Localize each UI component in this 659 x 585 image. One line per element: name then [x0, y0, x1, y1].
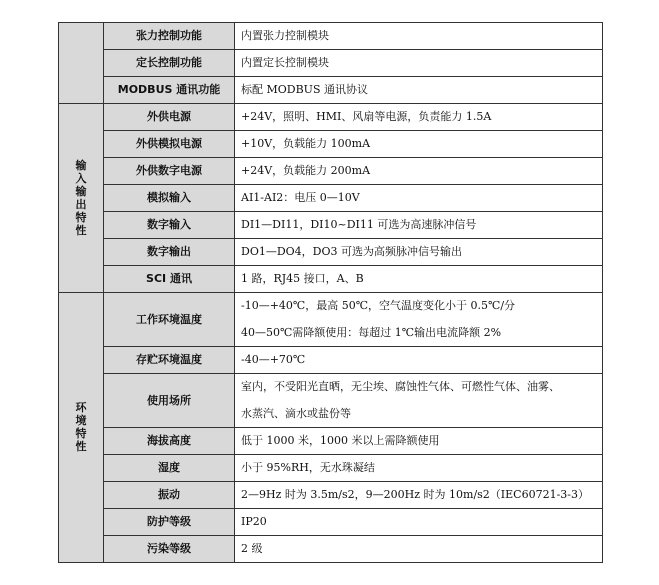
row-label: 湿度	[104, 455, 235, 482]
row-value: 小于 95%RH，无水珠凝结	[235, 455, 603, 482]
row-label: 张力控制功能	[104, 23, 235, 50]
table-row	[59, 23, 603, 50]
specification-table	[58, 22, 603, 563]
row-label: 模拟输入	[104, 185, 235, 212]
row-value: 低于 1000 米，1000 米以上需降额使用	[235, 428, 603, 455]
group-cell-environment	[59, 293, 104, 563]
row-value: +24V，照明、HMI、风扇等电源，负责能力 1.5A	[235, 104, 603, 131]
table-row	[59, 77, 603, 104]
row-value: DO1—DO4，DO3 可选为高频脉冲信号输出	[235, 239, 603, 266]
row-value: +10V，负载能力 100mA	[235, 131, 603, 158]
table-row	[59, 239, 603, 266]
table-row	[59, 536, 603, 563]
row-label: MODBUS 通讯功能	[104, 77, 235, 104]
row-label: 工作环境温度	[104, 293, 235, 347]
row-label: 振动	[104, 482, 235, 509]
table-row	[59, 347, 603, 374]
row-value: 2—9Hz 时为 3.5m/s2，9—200Hz 时为 10m/s2（IEC60721-3-3）	[235, 482, 603, 509]
table-row	[59, 185, 603, 212]
row-value: 1 路，RJ45 接口，A、B	[235, 266, 603, 293]
table-row	[59, 104, 603, 131]
table-row	[59, 455, 603, 482]
row-value: DI1—DI11，DI10~DI11 可选为高速脉冲信号	[235, 212, 603, 239]
row-value: AI1-AI2：电压 0—10V	[235, 185, 603, 212]
row-label: 定长控制功能	[104, 50, 235, 77]
group-cell-general	[59, 23, 104, 104]
value-line: 室内，不受阳光直晒，无尘埃、腐蚀性气体、可燃性气体、油雾、	[241, 380, 560, 393]
row-label: 使用场所	[104, 374, 235, 428]
row-value: 标配 MODBUS 通讯协议	[235, 77, 603, 104]
table-row	[59, 293, 603, 347]
table-row	[59, 509, 603, 536]
row-value: IP20	[235, 509, 603, 536]
row-label: 海拔高度	[104, 428, 235, 455]
table-row	[59, 266, 603, 293]
row-value: 内置定长控制模块	[235, 50, 603, 77]
row-value: -40—+70℃	[235, 347, 603, 374]
value-line: 40—50℃需降额使用：每超过 1℃输出电流降额 2%	[241, 326, 502, 339]
row-label: 防护等级	[104, 509, 235, 536]
row-value: 内置张力控制模块	[235, 23, 603, 50]
row-value	[235, 374, 603, 428]
row-label: 存贮环境温度	[104, 347, 235, 374]
row-label: 外供数字电源	[104, 158, 235, 185]
value-line: -10—+40℃，最高 50℃，空气温度变化小于 0.5℃/分	[241, 299, 516, 312]
row-value	[235, 293, 603, 347]
table-row	[59, 131, 603, 158]
table-row	[59, 212, 603, 239]
row-label: 污染等级	[104, 536, 235, 563]
group-label: 环境特性	[75, 401, 87, 453]
table-row	[59, 482, 603, 509]
value-line: 水蒸汽、滴水或盐份等	[241, 407, 351, 420]
group-label: 输入输出特性	[75, 158, 87, 237]
table-row	[59, 428, 603, 455]
row-label: 数字输入	[104, 212, 235, 239]
table-row	[59, 158, 603, 185]
table-row	[59, 374, 603, 428]
row-value: +24V，负载能力 200mA	[235, 158, 603, 185]
row-label: SCI 通讯	[104, 266, 235, 293]
group-cell-io	[59, 104, 104, 293]
table-row	[59, 50, 603, 77]
row-label: 数字输出	[104, 239, 235, 266]
row-label: 外供模拟电源	[104, 131, 235, 158]
row-label: 外供电源	[104, 104, 235, 131]
row-value: 2 级	[235, 536, 603, 563]
